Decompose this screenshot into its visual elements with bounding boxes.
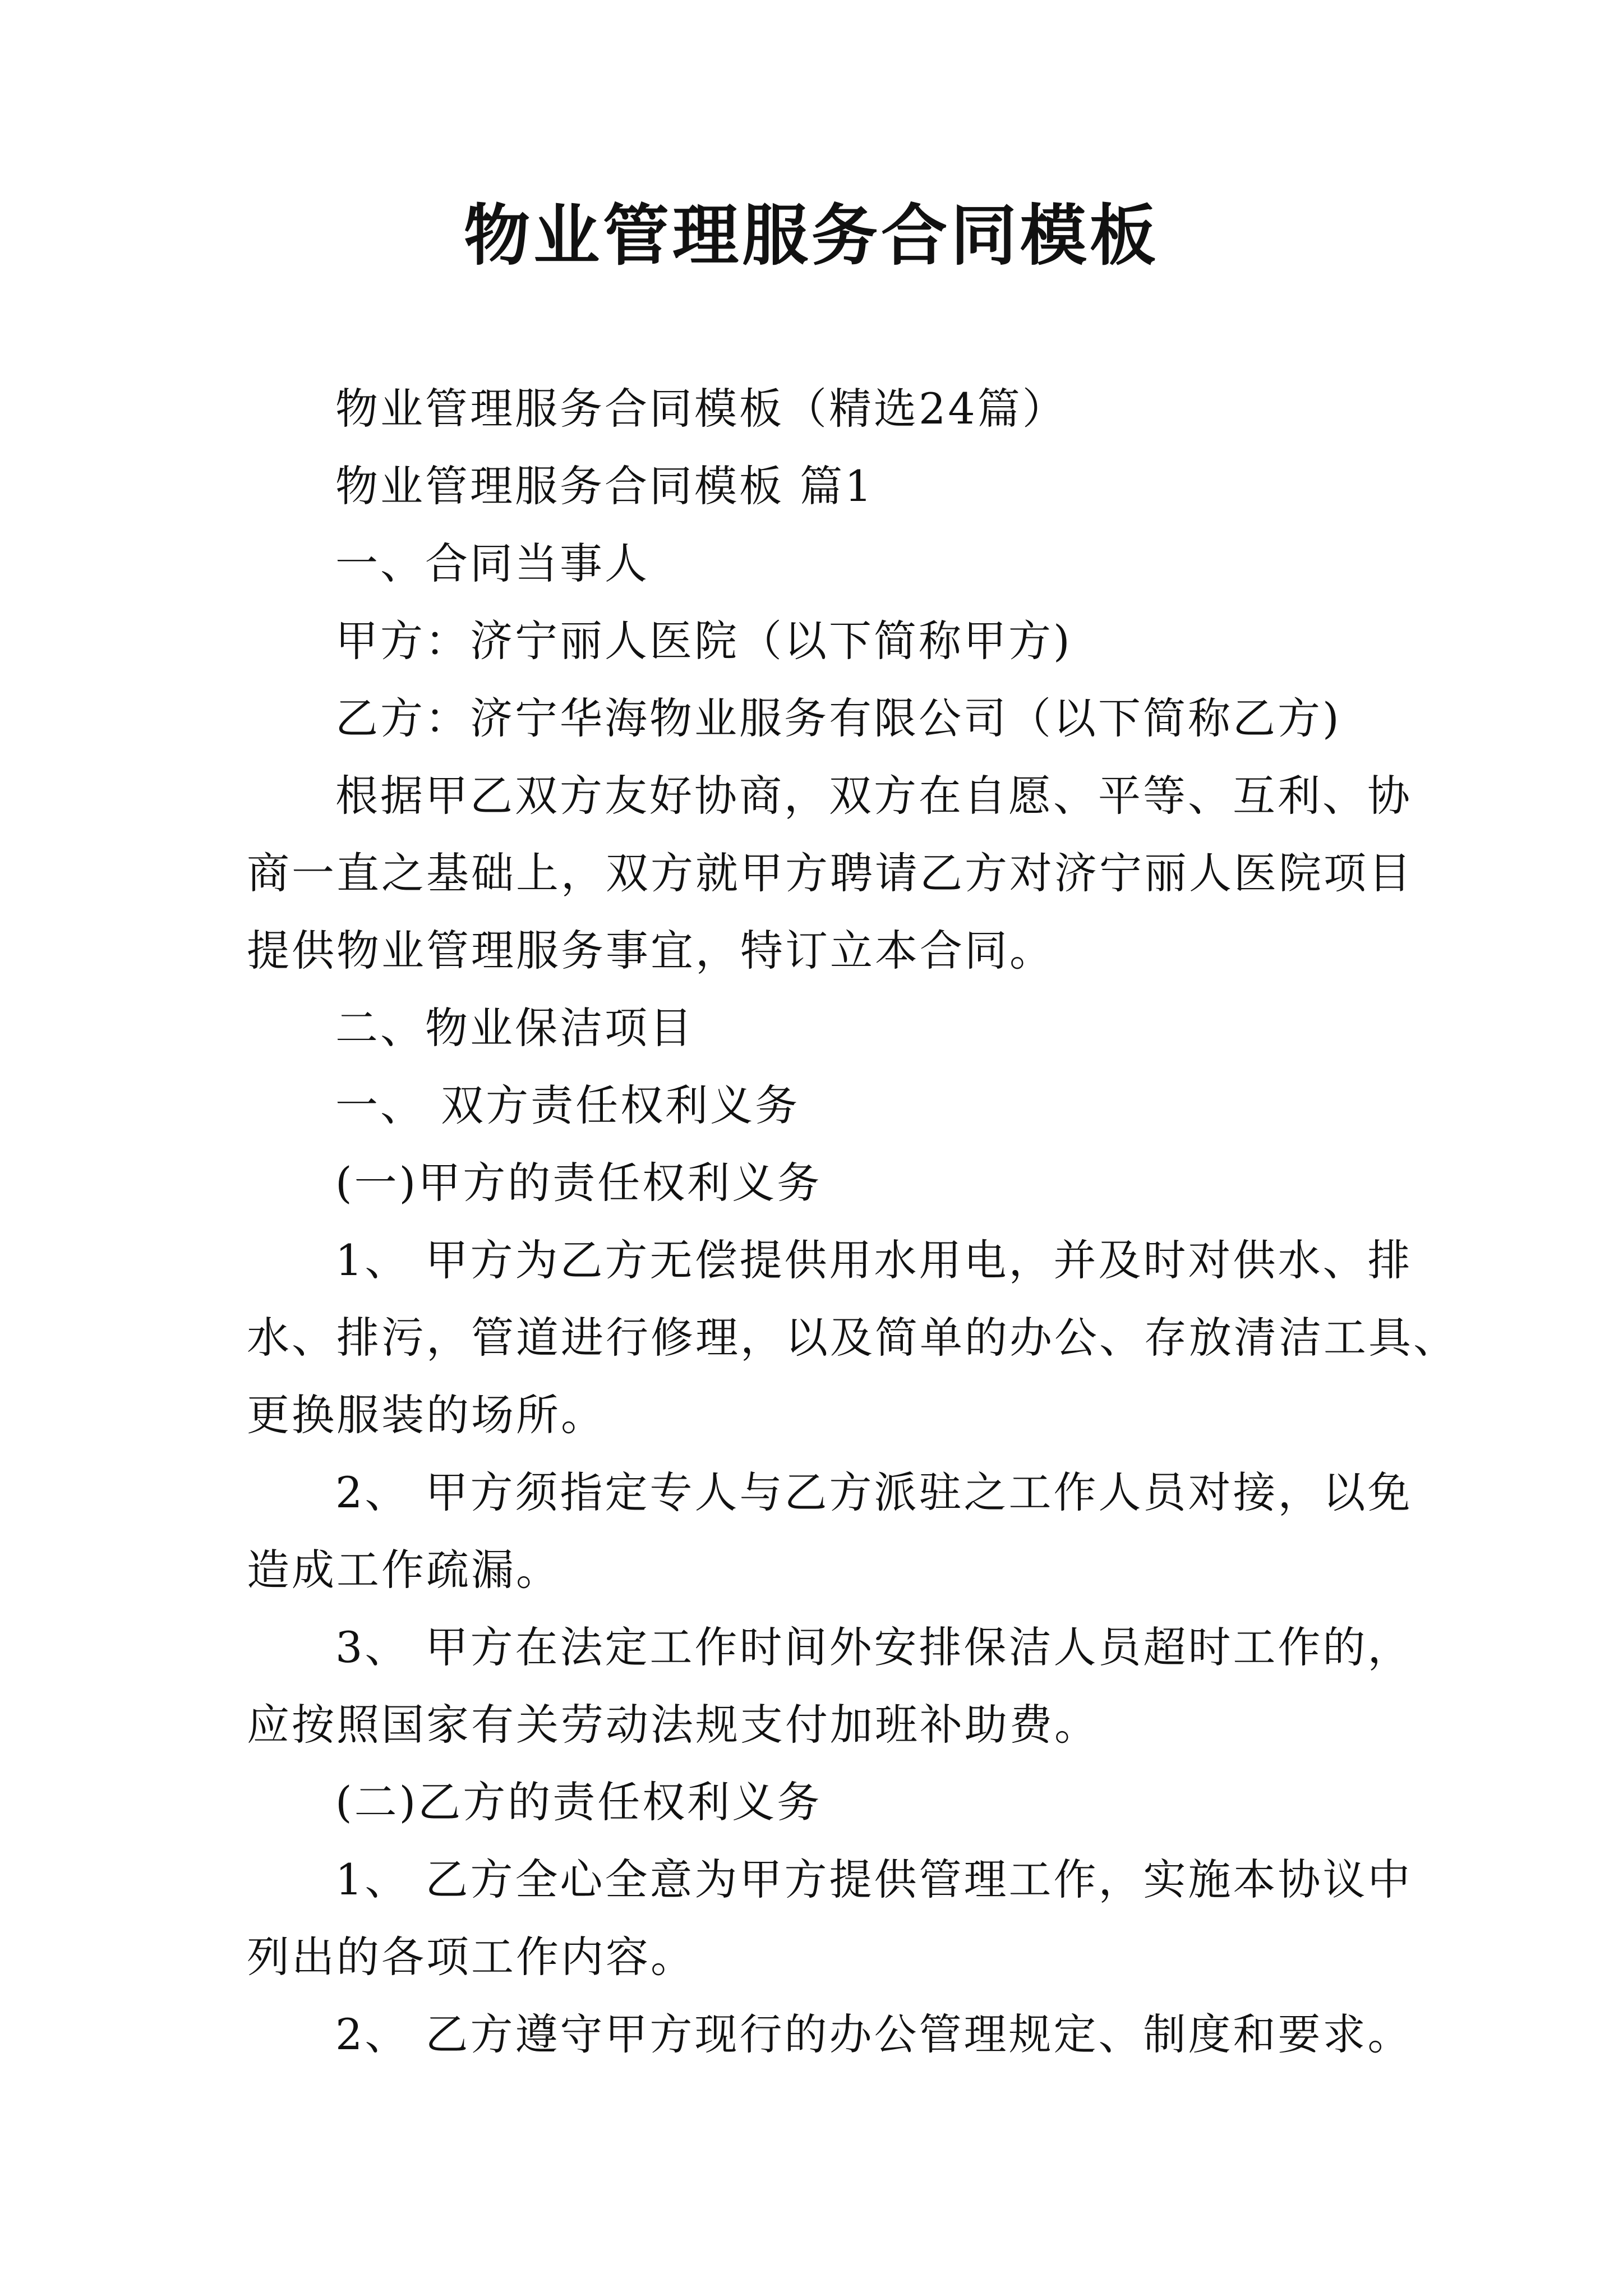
- paragraph-line: 商一直之基础上，双方就甲方聘请乙方对济宁丽人医院项目: [247, 848, 1413, 898]
- paragraph-line: 3、 甲方在法定工作时间外安排保洁人员超时工作的，: [335, 1622, 1413, 1672]
- paragraph-line: 1、 甲方为乙方无偿提供用水用电，并及时对供水、排: [335, 1235, 1413, 1285]
- document-body: [247, 370, 1458, 2073]
- paragraph-line: (一)甲方的责任权利义务: [335, 1158, 822, 1208]
- paragraph-line: 造成工作疏漏。: [247, 1545, 561, 1595]
- paragraph-line: 甲方：济宁丽人医院（以下简称甲方): [335, 616, 1072, 666]
- paragraph-line: 二、物业保洁项目: [335, 1003, 694, 1053]
- paragraph-line: 2、 乙方遵守甲方现行的办公管理规定、制度和要求。: [335, 2009, 1413, 2059]
- paragraph-line: 根据甲乙双方友好协商，双方在自愿、平等、互利、协: [335, 771, 1412, 821]
- paragraph-line: 1、 乙方全心全意为甲方提供管理工作，实施本协议中: [335, 1855, 1413, 1904]
- paragraph-line: 提供物业管理服务事宜，特订立本合同。: [247, 926, 1054, 976]
- paragraph-line: (二)乙方的责任权利义务: [335, 1777, 822, 1827]
- paragraph-line: 乙方：济宁华海物业服务有限公司（以下简称乙方): [335, 693, 1341, 743]
- paragraph-line: 更换服装的场所。: [247, 1390, 606, 1440]
- document-title: 物业管理服务合同模板: [463, 196, 1159, 274]
- paragraph-line: 一、合同当事人: [335, 539, 649, 588]
- paragraph-line: 水、排污，管道进行修理，以及简单的办公、存放清洁工具、: [247, 1313, 1458, 1363]
- paragraph-line: 物业管理服务合同模板 篇1: [335, 461, 874, 511]
- paragraph-line: 2、 甲方须指定专人与乙方派驻之工作人员对接，以免: [335, 1467, 1413, 1517]
- paragraph-line: 列出的各项工作内容。: [247, 1932, 695, 1982]
- paragraph-line: 一、 双方责任权利义务: [335, 1080, 800, 1130]
- paragraph-line: 应按照国家有关劳动法规支付加班补助费。: [247, 1700, 1099, 1750]
- paragraph-line: 物业管理服务合同模板（精选24篇）: [335, 384, 1067, 434]
